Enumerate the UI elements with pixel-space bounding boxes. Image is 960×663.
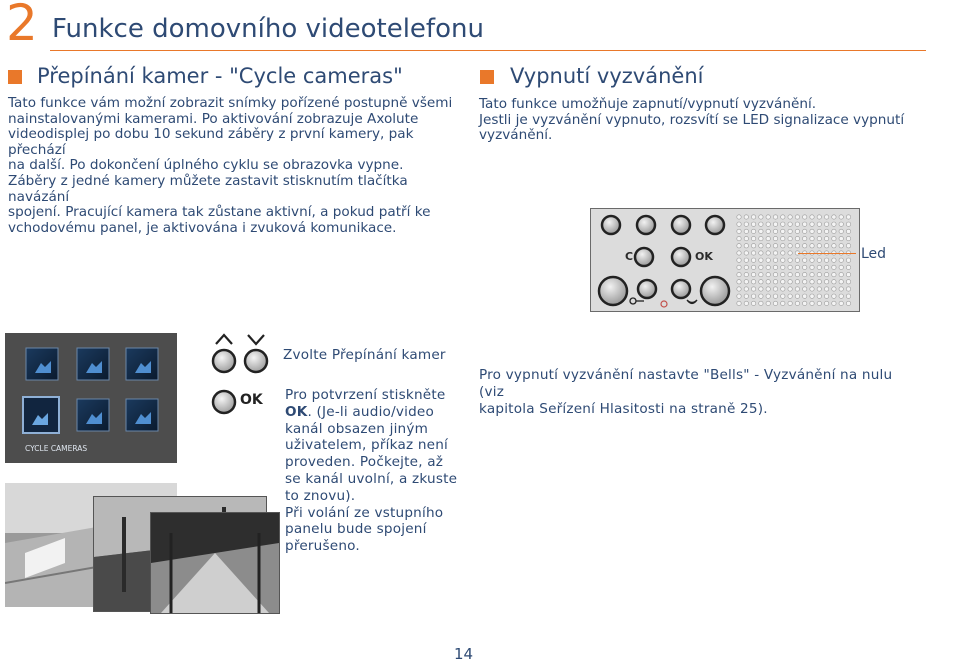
- cycle-cameras-screen: [5, 333, 177, 463]
- grille-hole: [824, 236, 828, 240]
- grille-hole: [788, 244, 792, 248]
- grille-hole: [744, 280, 748, 284]
- text-line: OK. (Je-li audio/video: [285, 403, 434, 420]
- grille-hole: [781, 301, 785, 305]
- grille-hole: [839, 215, 843, 219]
- grille-hole: [759, 258, 763, 262]
- grille-hole: [759, 251, 763, 255]
- grille-hole: [832, 222, 836, 226]
- grille-hole: [781, 280, 785, 284]
- grille-hole: [824, 265, 828, 269]
- grille-hole: [803, 222, 807, 226]
- grille-hole: [781, 272, 785, 276]
- camera-photo-3: [150, 512, 280, 614]
- grille-hole: [751, 294, 755, 298]
- grille-hole: [832, 280, 836, 284]
- text-line: Záběry z jedné kamery můžete zastavit stisknutím tlačítka navázání: [8, 172, 408, 205]
- grille-hole: [824, 244, 828, 248]
- grille-hole: [839, 244, 843, 248]
- grille-hole: [846, 236, 850, 240]
- down-button[interactable]: [245, 350, 267, 372]
- grille-hole: [744, 287, 748, 291]
- grille-hole: [817, 280, 821, 284]
- grille-hole: [846, 215, 850, 219]
- grille-hole: [781, 258, 785, 262]
- section-bullet: [8, 70, 22, 84]
- grille-hole: [803, 229, 807, 233]
- down-arrow-icon: [248, 335, 264, 344]
- text-line: Jestli je vyzvánění vypnuto, rozsvítí se LED signalizace vypnutí: [479, 111, 905, 128]
- text-line: kanál obsazen jiným: [285, 420, 429, 437]
- grille-hole: [751, 258, 755, 262]
- grille-hole: [759, 215, 763, 219]
- grille-hole: [737, 222, 741, 226]
- grille-hole: [773, 272, 777, 276]
- grille-hole: [810, 215, 814, 219]
- text-line: se kanál uvolní, a zkuste: [285, 470, 458, 487]
- text-line: Tato funkce vám možní zobrazit snímky pořízené postupně všemi: [8, 95, 453, 111]
- grille-hole: [759, 265, 763, 269]
- grille-hole: [810, 265, 814, 269]
- grille-hole: [788, 222, 792, 226]
- grille-hole: [839, 294, 843, 298]
- panel-button[interactable]: [602, 216, 620, 234]
- grille-hole: [846, 244, 850, 248]
- grille-hole: [751, 215, 755, 219]
- grille-hole: [810, 287, 814, 291]
- panel-button[interactable]: [672, 280, 690, 298]
- grille-hole: [744, 272, 748, 276]
- cycle-description: [8, 96, 468, 236]
- led-indicator: [661, 301, 667, 307]
- grille-hole: [773, 215, 777, 219]
- grille-hole: [817, 287, 821, 291]
- text-line: vchodovému panel, je aktivována i zvuková komunikace.: [8, 219, 397, 236]
- grille-hole: [773, 236, 777, 240]
- grille-hole: [751, 236, 755, 240]
- grille-hole: [832, 236, 836, 240]
- grille-hole: [766, 222, 770, 226]
- text-line: panelu bude spojení: [285, 521, 427, 538]
- grille-hole: [751, 222, 755, 226]
- grille-hole: [766, 287, 770, 291]
- intercom-panel: [590, 208, 860, 312]
- grille-hole: [824, 258, 828, 262]
- grille-hole: [832, 287, 836, 291]
- grille-hole: [846, 301, 850, 305]
- grille-hole: [737, 287, 741, 291]
- text-line: Při volání ze vstupního: [285, 504, 444, 521]
- text-line: přerušeno.: [285, 538, 360, 555]
- grille-hole: [744, 294, 748, 298]
- grille-hole: [781, 251, 785, 255]
- grille-hole: [751, 229, 755, 233]
- grille-hole: [795, 272, 799, 276]
- grille-hole: [781, 265, 785, 269]
- text-line: na další. Po dokončení úplného cyklu se obrazovka vypne.: [8, 157, 404, 174]
- grille-hole: [773, 258, 777, 262]
- grille-hole: [766, 280, 770, 284]
- grille-hole: [751, 272, 755, 276]
- speaker-grille: [737, 215, 851, 306]
- grille-hole: [839, 258, 843, 262]
- grille-hole: [832, 265, 836, 269]
- grille-hole: [781, 215, 785, 219]
- page-number: 14: [454, 645, 474, 663]
- grille-hole: [839, 272, 843, 276]
- grille-hole: [803, 244, 807, 248]
- grille-hole: [751, 251, 755, 255]
- screen-label: CYCLE CAMERAS: [25, 444, 88, 453]
- grille-hole: [839, 229, 843, 233]
- grille-hole: [788, 251, 792, 255]
- grille-hole: [744, 215, 748, 219]
- grille-hole: [788, 294, 792, 298]
- grille-hole: [751, 280, 755, 284]
- grille-hole: [788, 229, 792, 233]
- grille-hole: [803, 236, 807, 240]
- panel-button[interactable]: [706, 216, 724, 234]
- section-bullet: [480, 70, 494, 84]
- grille-hole: [832, 258, 836, 262]
- step-confirm: [285, 387, 470, 555]
- grille-hole: [795, 280, 799, 284]
- grille-hole: [788, 280, 792, 284]
- grille-hole: [810, 272, 814, 276]
- grille-hole: [744, 301, 748, 305]
- grille-hole: [832, 244, 836, 248]
- grille-hole: [795, 222, 799, 226]
- ok-button[interactable]: [672, 248, 690, 266]
- ok-key-label: OK: [240, 392, 263, 408]
- grille-hole: [788, 301, 792, 305]
- grille-hole: [810, 244, 814, 248]
- grille-hole: [832, 272, 836, 276]
- grille-hole: [824, 287, 828, 291]
- c-button[interactable]: [635, 248, 653, 266]
- grille-hole: [788, 236, 792, 240]
- grille-hole: [766, 272, 770, 276]
- grille-hole: [788, 272, 792, 276]
- grille-hole: [803, 301, 807, 305]
- led-label: Led: [861, 246, 887, 262]
- text-line: Pro vypnutí vyzvánění nastavte "Bells" - Vyzvánění na nulu (viz: [479, 367, 893, 400]
- grille-hole: [810, 294, 814, 298]
- grille-hole: [759, 229, 763, 233]
- grille-hole: [839, 287, 843, 291]
- ok-label: OK: [695, 250, 713, 263]
- grille-hole: [846, 265, 850, 269]
- grille-hole: [737, 258, 741, 262]
- step-select: Zvolte Přepínání kamer: [283, 347, 446, 363]
- grille-hole: [803, 287, 807, 291]
- grille-hole: [744, 251, 748, 255]
- grille-hole: [766, 244, 770, 248]
- panel-button[interactable]: [672, 216, 690, 234]
- grille-hole: [773, 251, 777, 255]
- grille-hole: [737, 229, 741, 233]
- grille-hole: [803, 280, 807, 284]
- text-line: kapitola Seřízení Hlasitosti na straně 25).: [479, 400, 768, 417]
- grille-hole: [759, 272, 763, 276]
- grille-hole: [824, 301, 828, 305]
- grille-hole: [824, 222, 828, 226]
- grille-hole: [810, 258, 814, 262]
- grille-hole: [781, 229, 785, 233]
- grille-hole: [846, 287, 850, 291]
- text-line: nainstalovanými kamerami. Po aktivování zobrazuje Axolute: [8, 110, 419, 127]
- grille-hole: [846, 294, 850, 298]
- grille-hole: [824, 280, 828, 284]
- grille-hole: [788, 265, 792, 269]
- grille-hole: [766, 258, 770, 262]
- grille-hole: [795, 244, 799, 248]
- grille-hole: [788, 215, 792, 219]
- grille-hole: [773, 244, 777, 248]
- grille-hole: [781, 294, 785, 298]
- grille-hole: [773, 294, 777, 298]
- ringer-description: [479, 97, 939, 144]
- grille-hole: [744, 244, 748, 248]
- grille-hole: [781, 244, 785, 248]
- up-button[interactable]: [213, 350, 235, 372]
- grille-hole: [817, 215, 821, 219]
- text-line: uživatelem, příkaz není: [285, 437, 449, 454]
- text-line: spojení. Pracující kamera tak zůstane aktivní, a pokud patří ke: [8, 204, 431, 221]
- key-icon: [630, 298, 644, 304]
- grille-hole: [773, 265, 777, 269]
- grille-hole: [803, 294, 807, 298]
- grille-hole: [832, 294, 836, 298]
- large-button[interactable]: [701, 277, 729, 305]
- grille-hole: [759, 287, 763, 291]
- grille-hole: [810, 229, 814, 233]
- grille-hole: [803, 265, 807, 269]
- grille-hole: [766, 236, 770, 240]
- grille-hole: [795, 215, 799, 219]
- grille-hole: [751, 265, 755, 269]
- grille-hole: [810, 236, 814, 240]
- c-label: C: [625, 250, 634, 263]
- grille-hole: [824, 272, 828, 276]
- grille-hole: [773, 222, 777, 226]
- grille-hole: [832, 215, 836, 219]
- grille-hole: [773, 280, 777, 284]
- text-line: videodisplej po dobu 10 sekund záběry z první kamery, pak přechází: [8, 126, 414, 158]
- led-pointer-line: [798, 253, 856, 254]
- grille-hole: [817, 301, 821, 305]
- grille-hole: [744, 229, 748, 233]
- grille-hole: [795, 287, 799, 291]
- grille-hole: [839, 265, 843, 269]
- ringer-heading: Vypnutí vyzvánění: [510, 64, 704, 88]
- grille-hole: [817, 265, 821, 269]
- grille-hole: [737, 265, 741, 269]
- grille-hole: [766, 301, 770, 305]
- grille-hole: [795, 236, 799, 240]
- grille-hole: [766, 215, 770, 219]
- grille-hole: [839, 301, 843, 305]
- grille-hole: [795, 265, 799, 269]
- ok-key-button[interactable]: [213, 391, 235, 413]
- grille-hole: [817, 229, 821, 233]
- grille-hole: [817, 236, 821, 240]
- grille-hole: [846, 280, 850, 284]
- chapter-number: 2: [6, 0, 38, 52]
- grille-hole: [824, 215, 828, 219]
- grille-hole: [744, 258, 748, 262]
- grille-hole: [817, 244, 821, 248]
- grille-hole: [737, 251, 741, 255]
- panel-button[interactable]: [638, 280, 656, 298]
- chapter-title: Funkce domovního videotelefonu: [52, 14, 484, 44]
- large-button[interactable]: [599, 277, 627, 305]
- grille-hole: [737, 272, 741, 276]
- grille-hole: [759, 294, 763, 298]
- grille-hole: [773, 229, 777, 233]
- grille-hole: [846, 258, 850, 262]
- grille-hole: [839, 222, 843, 226]
- camera-tile-selected[interactable]: [23, 397, 59, 433]
- grille-hole: [751, 287, 755, 291]
- grille-hole: [839, 236, 843, 240]
- grille-hole: [751, 244, 755, 248]
- grille-hole: [824, 229, 828, 233]
- grille-hole: [846, 272, 850, 276]
- grille-hole: [766, 251, 770, 255]
- grille-hole: [737, 280, 741, 284]
- grille-hole: [832, 301, 836, 305]
- grille-hole: [737, 244, 741, 248]
- panel-button[interactable]: [637, 216, 655, 234]
- grille-hole: [759, 244, 763, 248]
- grille-hole: [803, 215, 807, 219]
- grille-hole: [839, 280, 843, 284]
- grille-hole: [803, 258, 807, 262]
- grille-hole: [788, 258, 792, 262]
- grille-hole: [773, 301, 777, 305]
- grille-hole: [759, 301, 763, 305]
- grille-hole: [795, 258, 799, 262]
- grille-hole: [773, 287, 777, 291]
- text-line: Tato funkce umožňuje zapnutí/vypnutí vyzvánění.: [479, 96, 817, 112]
- grille-hole: [817, 294, 821, 298]
- grille-hole: [737, 301, 741, 305]
- grille-hole: [795, 294, 799, 298]
- grille-hole: [795, 229, 799, 233]
- grille-hole: [781, 222, 785, 226]
- grille-hole: [810, 222, 814, 226]
- grille-hole: [744, 265, 748, 269]
- grille-hole: [795, 301, 799, 305]
- grille-hole: [810, 280, 814, 284]
- grille-hole: [817, 258, 821, 262]
- grille-hole: [759, 236, 763, 240]
- grille-hole: [832, 229, 836, 233]
- text-line: Pro potvrzení stiskněte: [285, 387, 446, 403]
- grille-hole: [759, 222, 763, 226]
- grille-hole: [803, 272, 807, 276]
- grille-hole: [788, 287, 792, 291]
- grille-hole: [737, 215, 741, 219]
- grille-hole: [810, 301, 814, 305]
- mute-icon: [687, 300, 697, 304]
- ringer-note: [479, 367, 919, 417]
- grille-hole: [759, 280, 763, 284]
- grille-hole: [846, 229, 850, 233]
- grille-hole: [781, 287, 785, 291]
- text-line: vyzvánění.: [479, 127, 553, 144]
- grille-hole: [846, 222, 850, 226]
- grille-hole: [766, 294, 770, 298]
- grille-hole: [817, 222, 821, 226]
- grille-hole: [781, 236, 785, 240]
- grille-hole: [737, 294, 741, 298]
- grille-hole: [744, 222, 748, 226]
- cycle-heading: Přepínání kamer - "Cycle cameras": [37, 64, 403, 88]
- grille-hole: [744, 236, 748, 240]
- up-arrow-icon: [216, 335, 232, 344]
- text-line: to znovu).: [285, 487, 356, 504]
- grille-hole: [766, 265, 770, 269]
- grille-hole: [766, 229, 770, 233]
- chapter-rule: [50, 50, 926, 51]
- grille-hole: [817, 272, 821, 276]
- grille-hole: [824, 294, 828, 298]
- text-line: proveden. Počkejte, až: [285, 454, 444, 471]
- grille-hole: [737, 236, 741, 240]
- grille-hole: [751, 301, 755, 305]
